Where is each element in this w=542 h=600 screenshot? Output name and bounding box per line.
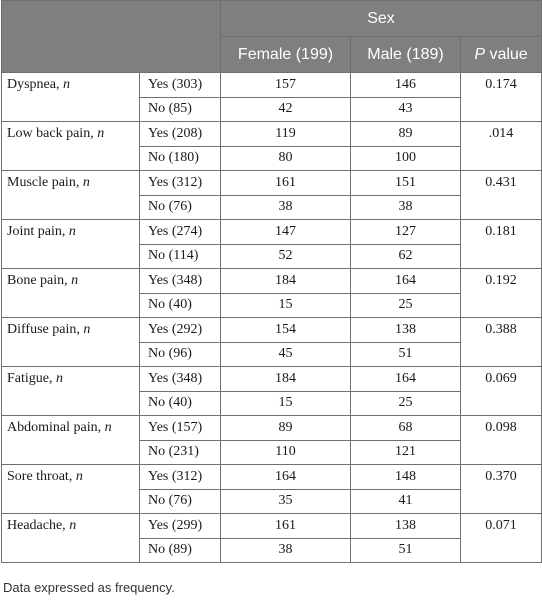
- female-yes-cell: 154: [221, 318, 351, 343]
- female-yes-cell: 119: [221, 122, 351, 147]
- category-yes-cell: Yes (274): [140, 220, 221, 245]
- variable-n-italic: n: [68, 224, 76, 239]
- male-yes-cell: 164: [351, 269, 461, 294]
- variable-name: Low back pain,: [7, 126, 98, 141]
- variable-n-italic: n: [82, 175, 90, 190]
- p-value-cell: 0.431: [461, 171, 542, 220]
- female-yes-cell: 157: [221, 73, 351, 98]
- female-yes-cell: 184: [221, 269, 351, 294]
- variable-name-cell: [2, 367, 140, 416]
- variable-n-italic: n: [69, 518, 77, 533]
- category-no-cell: No (89): [140, 538, 221, 563]
- female-no-cell: 45: [221, 342, 351, 367]
- female-no-cell: 110: [221, 440, 351, 465]
- variable-name: Abdominal pain,: [7, 420, 105, 435]
- female-yes-cell: 89: [221, 416, 351, 441]
- category-no-cell: No (114): [140, 244, 221, 269]
- variable-name-cell: [2, 514, 140, 563]
- category-no-cell: No (40): [140, 293, 221, 318]
- table-row-yes: [2, 269, 542, 294]
- category-yes-cell: Yes (312): [140, 171, 221, 196]
- variable-name-cell: [2, 465, 140, 514]
- male-no-cell: 51: [351, 342, 461, 367]
- p-value-cell: .014: [461, 122, 542, 171]
- category-no-cell: No (76): [140, 489, 221, 514]
- variable-n-italic: n: [71, 273, 79, 288]
- male-yes-cell: 148: [351, 465, 461, 490]
- male-yes-cell: 138: [351, 514, 461, 539]
- female-yes-cell: 184: [221, 367, 351, 392]
- female-no-cell: 42: [221, 97, 351, 122]
- male-no-cell: 100: [351, 146, 461, 171]
- p-value-header-rest: value: [485, 45, 528, 63]
- male-no-cell: 41: [351, 489, 461, 514]
- category-yes-cell: Yes (208): [140, 122, 221, 147]
- p-value-cell: 0.098: [461, 416, 542, 465]
- variable-n-italic: n: [104, 420, 112, 435]
- variable-name: Bone pain,: [7, 273, 72, 288]
- variable-name: Joint pain,: [7, 224, 69, 239]
- variable-name: Dyspnea,: [7, 77, 63, 92]
- variable-n-italic: n: [63, 77, 70, 92]
- data-table: [1, 0, 542, 563]
- male-yes-cell: 127: [351, 220, 461, 245]
- table-row-yes: [2, 171, 542, 196]
- category-yes-cell: Yes (348): [140, 269, 221, 294]
- female-no-cell: 15: [221, 293, 351, 318]
- category-yes-cell: Yes (312): [140, 465, 221, 490]
- variable-name-cell: [2, 171, 140, 220]
- female-no-cell: 35: [221, 489, 351, 514]
- variable-name-cell: [2, 269, 140, 318]
- p-value-cell: 0.192: [461, 269, 542, 318]
- category-yes-cell: Yes (292): [140, 318, 221, 343]
- table-row-yes: [2, 416, 542, 441]
- female-no-cell: 38: [221, 195, 351, 220]
- category-yes-cell: Yes (299): [140, 514, 221, 539]
- male-no-cell: 121: [351, 440, 461, 465]
- female-no-cell: 15: [221, 391, 351, 416]
- variable-name: Muscle pain,: [7, 175, 83, 190]
- category-yes-cell: Yes (303): [140, 73, 221, 98]
- p-value-header-italic: P: [474, 45, 485, 63]
- male-no-cell: 25: [351, 391, 461, 416]
- female-yes-cell: 147: [221, 220, 351, 245]
- variable-name-cell: [2, 318, 140, 367]
- female-yes-cell: 161: [221, 171, 351, 196]
- category-yes-cell: Yes (157): [140, 416, 221, 441]
- p-value-cell: 0.069: [461, 367, 542, 416]
- category-no-cell: No (231): [140, 440, 221, 465]
- p-value-cell: 0.181: [461, 220, 542, 269]
- sex-group-header: Sex: [221, 1, 542, 37]
- header-corner-cell: [2, 1, 221, 73]
- male-yes-cell: 68: [351, 416, 461, 441]
- female-no-cell: 52: [221, 244, 351, 269]
- table-row-yes: [2, 514, 542, 539]
- table-row-yes: [2, 318, 542, 343]
- variable-name-cell: [2, 122, 140, 171]
- table-row-yes: [2, 465, 542, 490]
- p-value-cell: 0.071: [461, 514, 542, 563]
- variable-name-cell: [2, 220, 140, 269]
- category-no-cell: No (40): [140, 391, 221, 416]
- p-value-cell: 0.388: [461, 318, 542, 367]
- male-yes-cell: 164: [351, 367, 461, 392]
- female-no-cell: 38: [221, 538, 351, 563]
- table-row-yes: [2, 367, 542, 392]
- footnote: Data expressed as frequency.: [3, 580, 175, 595]
- male-yes-cell: 146: [351, 73, 461, 98]
- category-no-cell: No (96): [140, 342, 221, 367]
- female-column-header: Female (199): [221, 37, 351, 73]
- male-yes-cell: 89: [351, 122, 461, 147]
- category-no-cell: No (76): [140, 195, 221, 220]
- category-no-cell: No (85): [140, 97, 221, 122]
- male-column-header: Male (189): [351, 37, 461, 73]
- category-yes-cell: Yes (348): [140, 367, 221, 392]
- category-no-cell: No (180): [140, 146, 221, 171]
- variable-name: Diffuse pain,: [7, 322, 84, 337]
- male-yes-cell: 138: [351, 318, 461, 343]
- table-row-yes: [2, 73, 542, 98]
- male-no-cell: 51: [351, 538, 461, 563]
- variable-name: Headache,: [7, 518, 70, 533]
- table-row-yes: [2, 220, 542, 245]
- variable-name: Sore throat,: [7, 469, 76, 484]
- female-yes-cell: 164: [221, 465, 351, 490]
- variable-name-cell: [2, 416, 140, 465]
- male-no-cell: 62: [351, 244, 461, 269]
- variable-name-cell: [2, 73, 140, 122]
- variable-name: Fatigue,: [7, 371, 56, 386]
- variable-n-italic: n: [56, 371, 63, 386]
- male-no-cell: 25: [351, 293, 461, 318]
- table-row-yes: [2, 122, 542, 147]
- variable-n-italic: n: [75, 469, 83, 484]
- female-no-cell: 80: [221, 146, 351, 171]
- p-value-cell: 0.370: [461, 465, 542, 514]
- variable-n-italic: n: [83, 322, 91, 337]
- p-value-cell: 0.174: [461, 73, 542, 122]
- male-yes-cell: 151: [351, 171, 461, 196]
- variable-n-italic: n: [97, 126, 105, 141]
- p-value-column-header: [461, 37, 542, 73]
- male-no-cell: 43: [351, 97, 461, 122]
- female-yes-cell: 161: [221, 514, 351, 539]
- male-no-cell: 38: [351, 195, 461, 220]
